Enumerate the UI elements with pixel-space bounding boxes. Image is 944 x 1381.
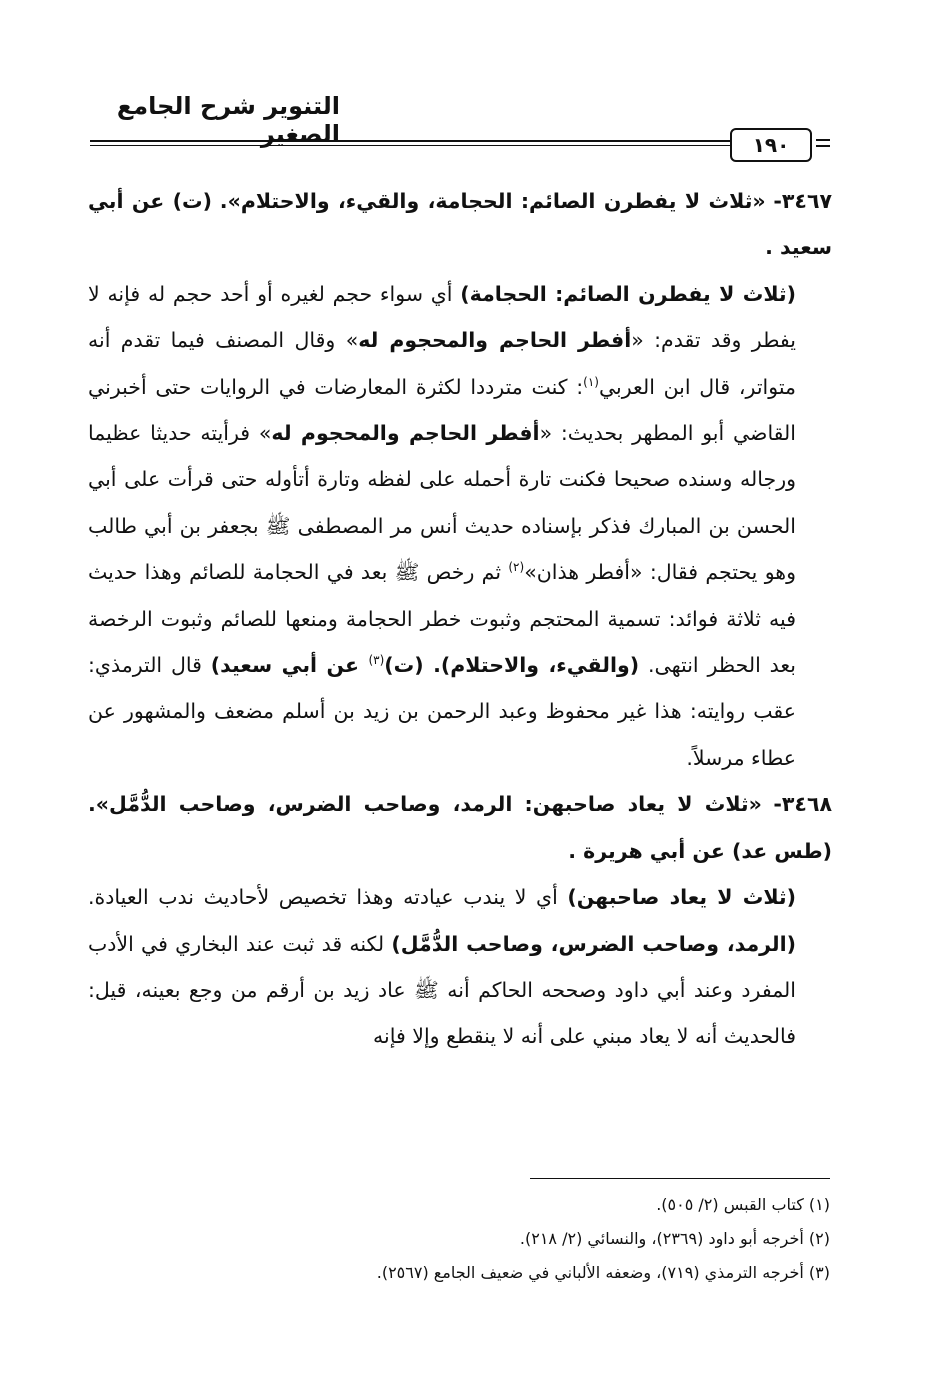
footnote-1: (١) كتاب القبس (٢/ ٥٠٥). <box>656 1195 830 1214</box>
commentary-lemma: . (ت) <box>384 653 441 678</box>
commentary-quote: أفطر الحاجم والمحجوم له <box>271 421 540 446</box>
commentary-text: أي سواء حجم لغيره أو أحد حجم له فإنه لا يفطر وقد تقدم: « <box>88 281 796 353</box>
footnote-3: (٣) أخرجه الترمذي (٧١٩)، وضعفه الألباني في ضعيف الجامع (٢٥٦٧). <box>376 1263 830 1282</box>
commentary-text: ثم رخص ﷺ بعد في الحجامة للصائم وهذا حديث فيه ثلاثة فوائد: تسمية المحتجم وثبوت خطر الحجامة ومنعها للصائم وثبوت الرخصة بعد الحظر انتهى. <box>88 560 796 678</box>
header-rule <box>90 134 830 164</box>
page-body <box>88 178 832 1060</box>
footnote-2: (٢) أخرجه أبو داود (٢٣٦٩)، والنسائي (٢/ ٢١٨). <box>519 1229 830 1248</box>
footnote-ref-2: (٢) <box>508 560 525 575</box>
footnotes <box>200 1188 830 1290</box>
commentary-text: » فرأيته حديثا عظيما ورجاله وسنده صحيحا فكنت تارة أحمله على لفظه وتارة أتأوله حتى قرأت على أبي الحسن بن المبارك فذكر بإسناده حديث أنس مر المصطفى ﷺ بجعفر بن أبي طالب وهو يحتجم فقال: «أفطر هذان» <box>88 421 796 585</box>
hadith-3468 <box>88 781 832 874</box>
header-rule-thin <box>90 145 730 146</box>
hadith-source: (طس عد) عن أبي هريرة . <box>568 838 832 863</box>
footnote-ref-3: (٣) <box>368 653 385 668</box>
header-rule-thick <box>90 140 730 142</box>
commentary-lemma: (والقيء، والاحتلام) <box>440 653 640 678</box>
page-number: ١٩٠ <box>730 128 812 162</box>
hadith-number: ٣٤٦٧- <box>773 189 832 213</box>
footnote-separator <box>530 1178 830 1179</box>
commentary-lemma: (الرمد، وصاحب الضرس، وصاحب الدُّمَّل) <box>391 931 796 956</box>
hadith-matn: «ثلاث لا يعاد صاحبهن: الرمد، وصاحب الضرس، وصاحب الدُّمَّل». <box>88 792 762 817</box>
hadith-source: (ت) عن أبي سعيد . <box>88 189 832 260</box>
commentary-3467 <box>88 271 832 781</box>
hadith-3467 <box>88 178 832 271</box>
commentary-3468 <box>88 874 832 1060</box>
commentary-text: لكنه قد ثبت عند البخاري في الأدب المفرد وعند أبي داود وصححه الحاكم أنه ﷺ عاد زيد بن أرقم من وجع بعينه، قيل: فالحديث أنه لا يعاد مبني على أنه لا ينقطع وإلا فإنه <box>88 931 796 1049</box>
commentary-lemma: (ثلاث لا يفطرن الصائم: الحجامة) <box>460 281 796 306</box>
hadith-matn: «ثلاث لا يفطرن الصائم: الحجامة، والقيء، والاحتلام». <box>219 189 766 213</box>
hadith-number: ٣٤٦٨- <box>773 792 832 817</box>
running-title: التنوير شرح الجامع الصغير <box>116 92 340 148</box>
commentary-text: » وقال المصنف فيما تقدم أنه متواتر، قال ابن العربي <box>88 328 796 399</box>
footnote-ref-1: (١) <box>583 374 599 389</box>
commentary-lemma: (ثلاث لا يعاد صاحبهن) <box>567 885 796 910</box>
commentary-lemma: عن أبي سعيد) <box>210 653 369 678</box>
commentary-text: قال الترمذي: عقب روايته: هذا غير محفوظ وعبد الرحمن بن زيد بن أسلم مضعف والمشهور عن عطاء مرسلاً. <box>88 653 796 770</box>
commentary-text: : كنت مترددا لكثرة المعارضات في الروايات حتى أخبرني القاضي أبو المطهر بحديث: « <box>88 374 796 446</box>
commentary-text: أي لا يندب عيادته وهذا تخصيص لأحاديث ندب العيادة. <box>88 885 568 910</box>
header-rule-end-mark <box>816 138 830 148</box>
commentary-quote: أفطر الحاجم والمحجوم له <box>358 328 632 353</box>
